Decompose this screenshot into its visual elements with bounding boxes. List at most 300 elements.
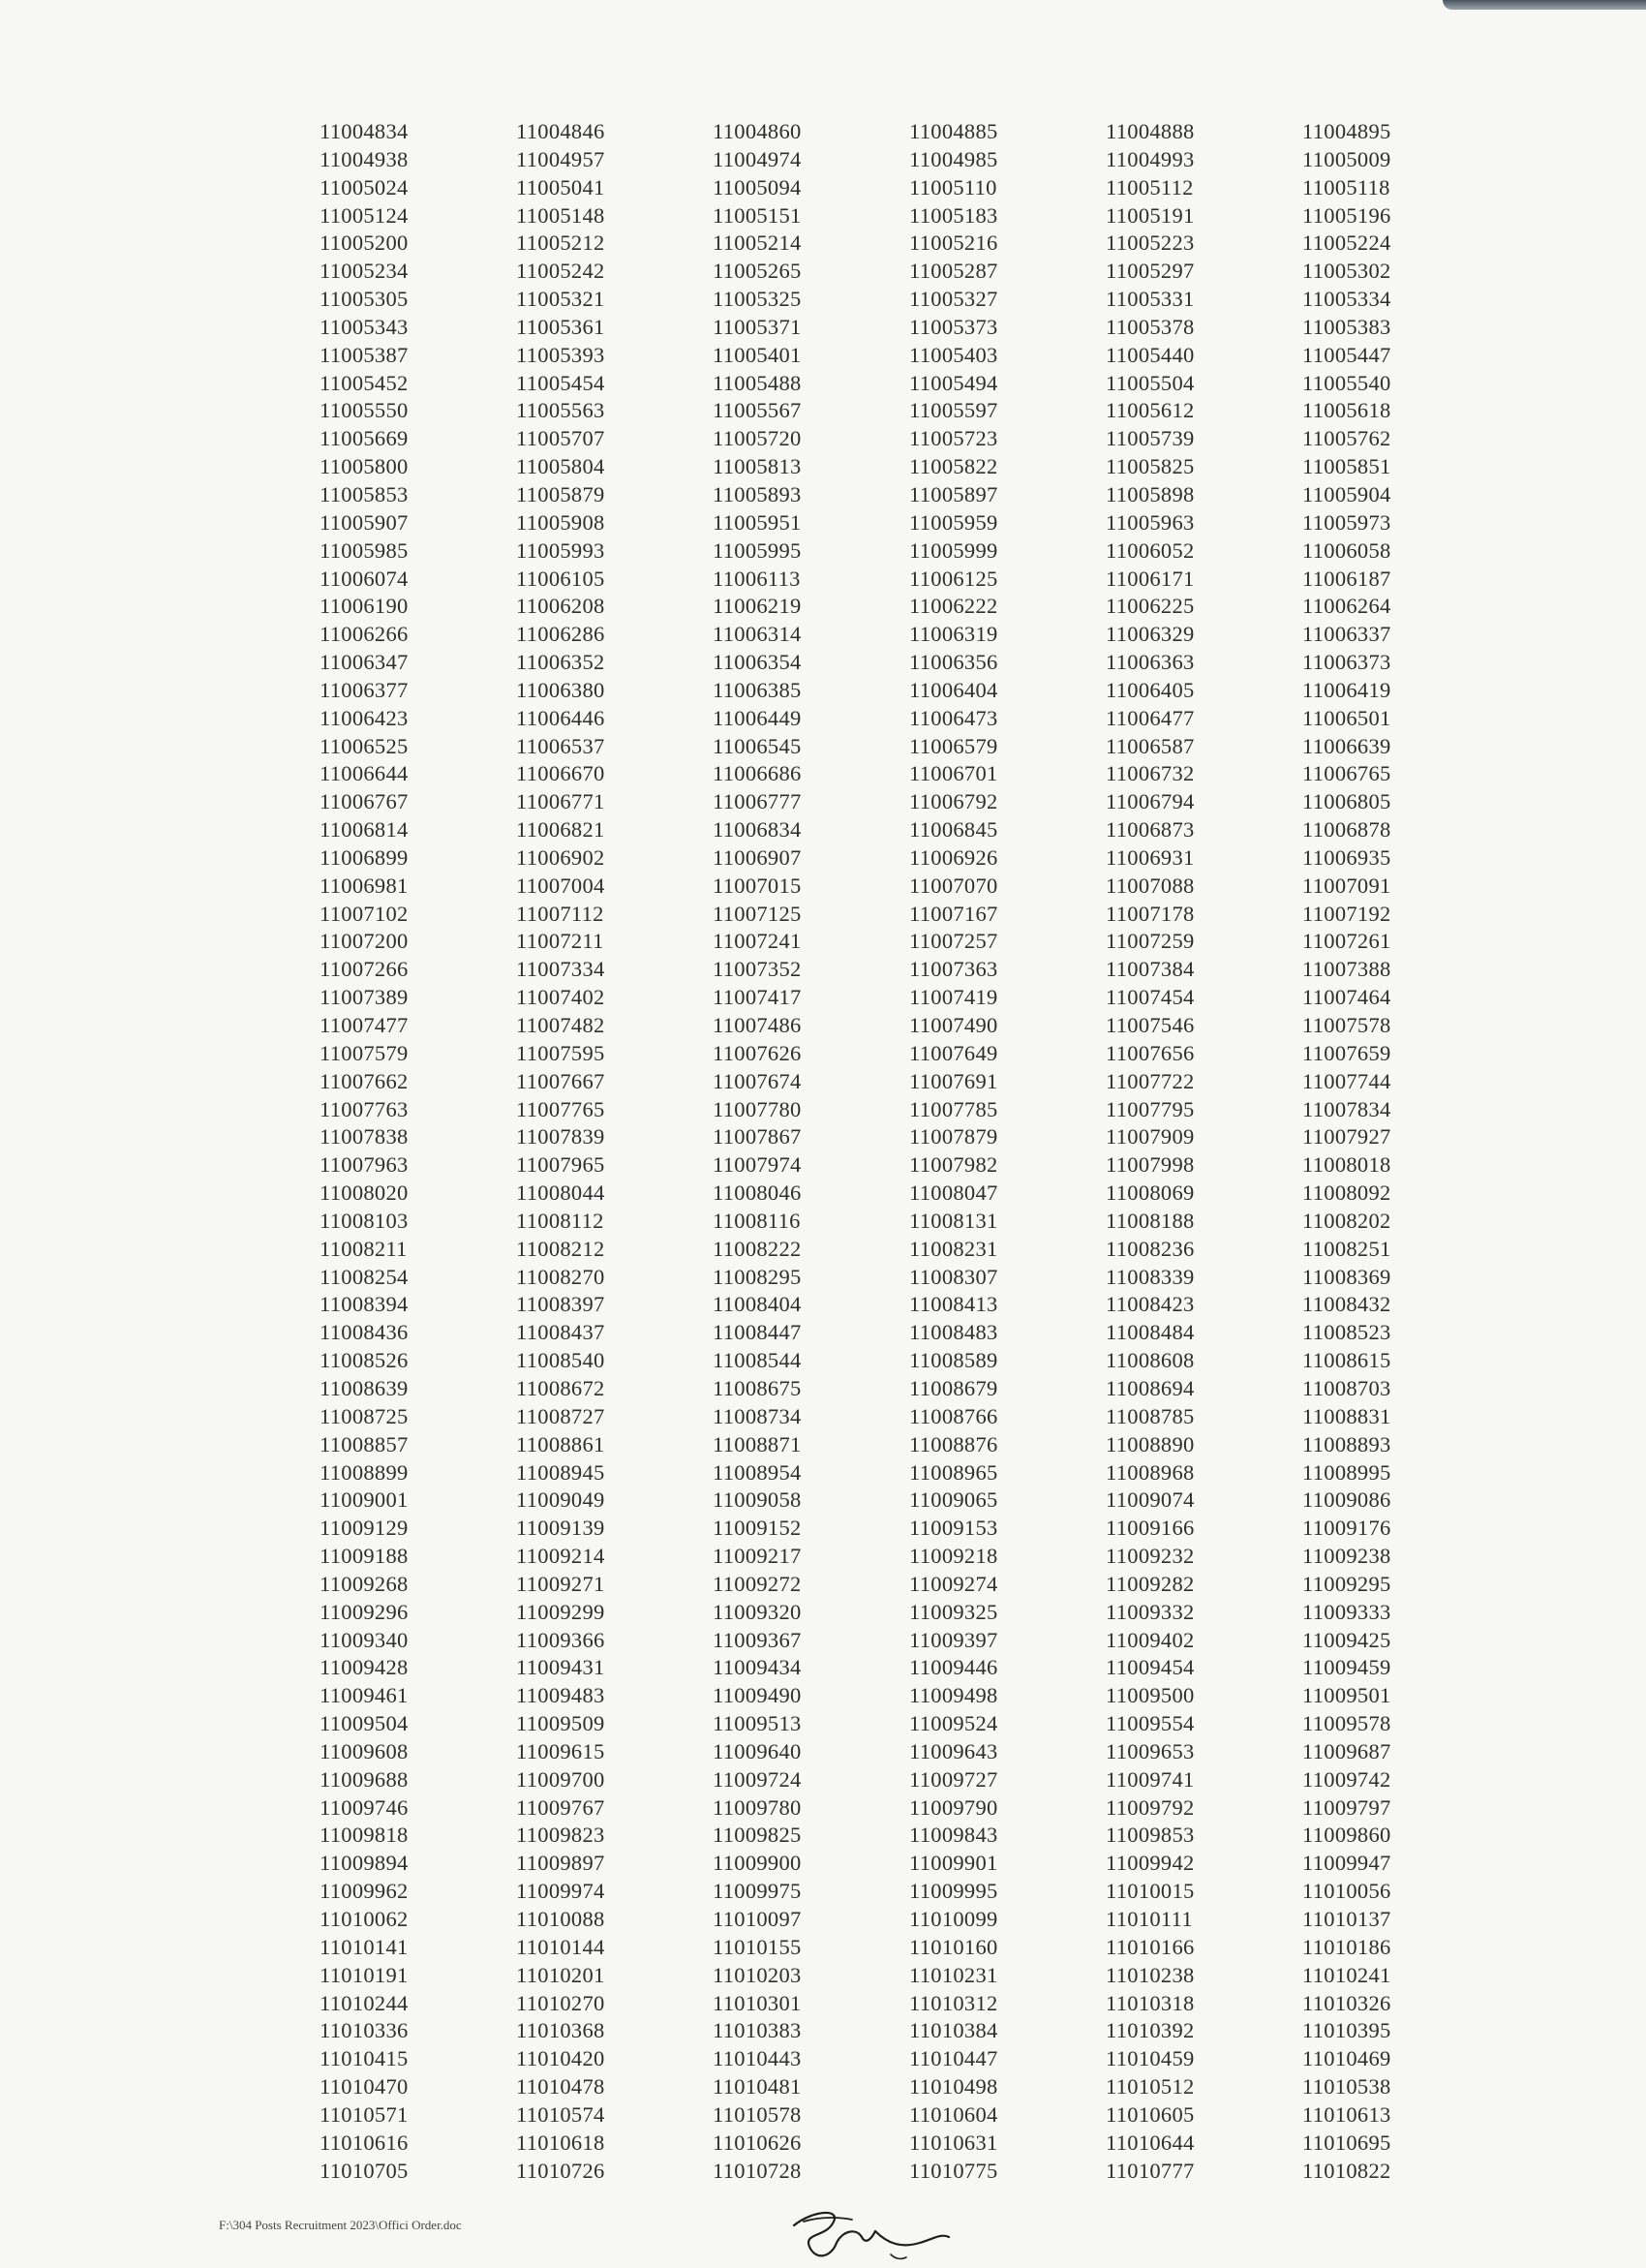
roll-number-cell: 11010626 bbox=[713, 2130, 802, 2155]
roll-number-cell: 11005183 bbox=[909, 202, 998, 228]
roll-number-cell: 11009608 bbox=[320, 1738, 409, 1763]
roll-number-cell: 11005112 bbox=[1106, 174, 1194, 199]
roll-number-cell: 11010318 bbox=[1106, 1990, 1195, 2015]
roll-number-cell: 11009500 bbox=[1106, 1683, 1195, 1708]
roll-number-cell: 11010336 bbox=[320, 2018, 409, 2043]
roll-number-cell: 11009268 bbox=[320, 1571, 409, 1596]
roll-number-cell: 11010160 bbox=[909, 1934, 998, 1959]
roll-number-cell: 11009431 bbox=[516, 1655, 605, 1680]
roll-number-cell: 11010395 bbox=[1302, 2018, 1391, 2043]
roll-number-cell: 11008437 bbox=[516, 1320, 605, 1345]
roll-number-cell: 11009176 bbox=[1302, 1516, 1391, 1541]
roll-number-cell: 11006814 bbox=[320, 817, 409, 843]
roll-number-cell: 11010574 bbox=[516, 2101, 605, 2127]
roll-number-cell: 11005325 bbox=[713, 287, 802, 312]
roll-number-cell: 11005223 bbox=[1106, 230, 1195, 256]
roll-number-cell: 11008608 bbox=[1106, 1348, 1195, 1373]
roll-number-cell: 11009974 bbox=[516, 1879, 605, 1904]
roll-number-cell: 11004846 bbox=[516, 119, 605, 143]
roll-number-cell: 11007649 bbox=[909, 1040, 998, 1065]
roll-number-cell: 11007838 bbox=[320, 1124, 409, 1149]
roll-number-cell: 11009459 bbox=[1302, 1655, 1391, 1680]
roll-number-cell: 11007578 bbox=[1302, 1013, 1391, 1037]
roll-number-cell: 11007667 bbox=[516, 1068, 605, 1093]
roll-number-cell: 11007070 bbox=[909, 873, 998, 898]
roll-number-cell: 11006125 bbox=[909, 566, 998, 591]
roll-number-cell: 11010231 bbox=[909, 1962, 998, 1987]
roll-number-cell: 11009483 bbox=[516, 1683, 605, 1708]
roll-number-cell: 11008890 bbox=[1106, 1431, 1195, 1456]
roll-number-cell: 11009524 bbox=[909, 1711, 998, 1736]
roll-number-cell: 11008831 bbox=[1302, 1403, 1391, 1428]
roll-number-cell: 11010155 bbox=[713, 1934, 802, 1959]
roll-number-cell: 11006878 bbox=[1302, 817, 1391, 843]
roll-number-cell: 11008339 bbox=[1106, 1264, 1195, 1289]
roll-number-cell: 11005995 bbox=[713, 537, 802, 563]
roll-number-cell: 11008212 bbox=[516, 1236, 605, 1261]
roll-number-cell: 11008734 bbox=[713, 1403, 802, 1428]
roll-number-cell: 11007334 bbox=[516, 957, 605, 982]
roll-number-cell: 11006405 bbox=[1106, 677, 1195, 702]
roll-number-cell: 11008483 bbox=[909, 1320, 998, 1345]
roll-number-cell: 11008523 bbox=[1302, 1320, 1391, 1345]
roll-number-cell: 11007879 bbox=[909, 1124, 998, 1149]
roll-number-cell: 11007579 bbox=[320, 1040, 409, 1065]
roll-number-cell: 11006449 bbox=[713, 705, 802, 730]
roll-number-cell: 11009843 bbox=[909, 1823, 998, 1848]
roll-number-cell: 11010144 bbox=[516, 1934, 605, 1959]
roll-number-cell: 11007662 bbox=[320, 1068, 409, 1093]
roll-number-cell: 11009513 bbox=[713, 1711, 802, 1736]
roll-number-cell: 11008639 bbox=[320, 1375, 409, 1400]
roll-number-cell: 11006794 bbox=[1106, 789, 1195, 814]
roll-number-cell: 11009086 bbox=[1302, 1487, 1391, 1513]
roll-number-cell: 11006171 bbox=[1106, 566, 1195, 591]
roll-number-cell: 11005452 bbox=[320, 370, 409, 395]
roll-number-cell: 11010481 bbox=[713, 2074, 802, 2099]
roll-number-cell: 11008540 bbox=[516, 1348, 605, 1373]
roll-number-cell: 11010695 bbox=[1302, 2130, 1391, 2155]
roll-number-cell: 11005853 bbox=[320, 481, 409, 506]
roll-number-cell: 11007419 bbox=[909, 985, 998, 1010]
roll-number-cell: 11009688 bbox=[320, 1766, 409, 1792]
roll-number-cell: 11007266 bbox=[320, 957, 409, 982]
roll-number-cell: 11007454 bbox=[1106, 985, 1195, 1010]
roll-number-cell: 11007167 bbox=[909, 901, 998, 926]
roll-number-cell: 11006314 bbox=[713, 622, 802, 647]
roll-number-cell: 11006404 bbox=[909, 677, 998, 702]
roll-number-cell: 11005669 bbox=[320, 426, 409, 451]
roll-number-cell: 11009643 bbox=[909, 1738, 998, 1763]
roll-number-cell: 11005822 bbox=[909, 454, 998, 479]
roll-number-cell: 11006052 bbox=[1106, 537, 1195, 563]
roll-number-cell: 11004993 bbox=[1106, 146, 1195, 171]
roll-number-cell: 11008069 bbox=[1106, 1180, 1195, 1206]
roll-number-cell: 11010415 bbox=[320, 2046, 409, 2071]
roll-number-cell: 11005212 bbox=[516, 230, 605, 256]
roll-number-cell: 11005851 bbox=[1302, 454, 1391, 479]
roll-number-cell: 11009166 bbox=[1106, 1516, 1195, 1541]
roll-number-cell: 11006834 bbox=[713, 817, 802, 843]
roll-number-cell: 11009504 bbox=[320, 1711, 409, 1736]
roll-number-cell: 11005373 bbox=[909, 314, 998, 339]
roll-number-cell: 11007909 bbox=[1106, 1124, 1195, 1149]
roll-number-cell: 11005959 bbox=[909, 509, 998, 535]
roll-number-cell: 11008397 bbox=[516, 1292, 605, 1317]
roll-number-cell: 11008222 bbox=[713, 1236, 802, 1261]
roll-number-cell: 11005287 bbox=[909, 259, 998, 284]
roll-number-cell: 11010777 bbox=[1106, 2158, 1195, 2183]
roll-number-cell: 11006286 bbox=[516, 622, 605, 647]
roll-number-cell: 11008211 bbox=[320, 1236, 408, 1261]
roll-number-cell: 11009790 bbox=[909, 1794, 998, 1820]
roll-number-cell: 11009901 bbox=[909, 1851, 998, 1876]
roll-number-cell: 11004860 bbox=[713, 119, 802, 143]
roll-number-cell: 11010775 bbox=[909, 2158, 998, 2183]
roll-number-cell: 11005825 bbox=[1106, 454, 1195, 479]
roll-number-cell: 11005597 bbox=[909, 398, 998, 423]
roll-number-cell: 11005214 bbox=[713, 230, 802, 256]
roll-number-cell: 11006219 bbox=[713, 594, 802, 619]
roll-number-cell: 11008526 bbox=[320, 1348, 409, 1373]
roll-number-cell: 11009509 bbox=[516, 1711, 605, 1736]
roll-number-cell: 11010470 bbox=[320, 2074, 409, 2099]
roll-number-cell: 11007659 bbox=[1302, 1040, 1391, 1065]
roll-number-cell: 11009295 bbox=[1302, 1571, 1391, 1596]
roll-number-cell: 11010056 bbox=[1302, 1879, 1391, 1904]
roll-number-cell: 11007795 bbox=[1106, 1096, 1195, 1121]
roll-number-cell: 11010203 bbox=[713, 1962, 802, 1987]
roll-number-cell: 11008785 bbox=[1106, 1403, 1195, 1428]
roll-number-cell: 11005898 bbox=[1106, 481, 1195, 506]
roll-number-cell: 11009188 bbox=[320, 1544, 409, 1569]
roll-number-cell: 11007178 bbox=[1106, 901, 1195, 926]
roll-number-cell: 11010166 bbox=[1106, 1934, 1195, 1959]
roll-number-cell: 11008871 bbox=[713, 1431, 802, 1456]
roll-number-cell: 11008254 bbox=[320, 1264, 409, 1289]
roll-number-cell: 11008295 bbox=[713, 1264, 802, 1289]
roll-number-cell: 11010326 bbox=[1302, 1990, 1391, 2015]
roll-number-cell: 11009434 bbox=[713, 1655, 802, 1680]
roll-number-cell: 11010571 bbox=[320, 2101, 409, 2127]
roll-number-cell: 11006380 bbox=[516, 677, 605, 702]
roll-number-cell: 11009742 bbox=[1302, 1766, 1391, 1792]
roll-number-cell: 11006686 bbox=[713, 761, 802, 786]
roll-number-cell: 11006931 bbox=[1106, 844, 1195, 870]
roll-number-cell: 11005361 bbox=[516, 314, 605, 339]
roll-number-cell: 11006873 bbox=[1106, 817, 1195, 843]
roll-number-cell: 11009446 bbox=[909, 1655, 998, 1680]
roll-number-cell: 11005567 bbox=[713, 398, 802, 423]
roll-number-cell: 11009825 bbox=[713, 1823, 802, 1848]
roll-number-cell: 11009792 bbox=[1106, 1794, 1195, 1820]
roll-number-cell: 11008694 bbox=[1106, 1375, 1195, 1400]
roll-number-cell: 11005224 bbox=[1302, 230, 1391, 256]
roll-number-cell: 11008103 bbox=[320, 1208, 409, 1233]
roll-number-cell: 11007211 bbox=[516, 929, 604, 954]
roll-number-cell: 11010097 bbox=[713, 1907, 802, 1931]
roll-number-cell: 11005707 bbox=[516, 426, 605, 451]
roll-number-cell: 11007674 bbox=[713, 1068, 802, 1093]
roll-number-cell: 11006701 bbox=[909, 761, 998, 786]
roll-number-cell: 11010137 bbox=[1302, 1907, 1391, 1931]
roll-number-cell: 11006113 bbox=[713, 566, 801, 591]
roll-number-cell: 11009897 bbox=[516, 1851, 605, 1876]
roll-number-cell: 11009942 bbox=[1106, 1851, 1195, 1876]
roll-number-cell: 11008112 bbox=[516, 1208, 604, 1233]
roll-number-cell: 11005151 bbox=[713, 202, 802, 228]
roll-number-cell: 11008861 bbox=[516, 1431, 605, 1456]
roll-number-cell: 11009001 bbox=[320, 1487, 409, 1513]
roll-number-cell: 11010644 bbox=[1106, 2130, 1195, 2155]
roll-number-cell: 11004888 bbox=[1106, 119, 1195, 143]
roll-number-cell: 11006579 bbox=[909, 733, 998, 758]
roll-number-cell: 11005393 bbox=[516, 342, 605, 367]
roll-number-cell: 11008876 bbox=[909, 1431, 998, 1456]
roll-number-cell: 11008899 bbox=[320, 1459, 409, 1485]
roll-number-cell: 11009325 bbox=[909, 1599, 998, 1624]
roll-number-cell: 11005999 bbox=[909, 537, 998, 563]
roll-number-cell: 11008447 bbox=[713, 1320, 802, 1345]
roll-number-cell: 11005297 bbox=[1106, 259, 1195, 284]
roll-number-cell: 11010392 bbox=[1106, 2018, 1195, 2043]
roll-number-cell: 11007765 bbox=[516, 1096, 605, 1121]
roll-number-cell: 11009823 bbox=[516, 1823, 605, 1848]
roll-number-cell: 11005563 bbox=[516, 398, 605, 423]
roll-number-cell: 11006926 bbox=[909, 844, 998, 870]
roll-number-cell: 11009397 bbox=[909, 1627, 998, 1652]
roll-number-cell: 11007112 bbox=[516, 901, 604, 926]
roll-number-cell: 11008436 bbox=[320, 1320, 409, 1345]
roll-number-cell: 11010478 bbox=[516, 2074, 605, 2099]
roll-number-cell: 11007722 bbox=[1106, 1068, 1195, 1093]
roll-number-cell: 11007004 bbox=[516, 873, 605, 898]
roll-number-cell: 11009274 bbox=[909, 1571, 998, 1596]
roll-number-cell: 11010631 bbox=[909, 2130, 998, 2155]
roll-number-cell: 11007744 bbox=[1302, 1068, 1391, 1093]
roll-number-cell: 11006190 bbox=[320, 594, 409, 619]
roll-number-cell: 11010616 bbox=[320, 2130, 409, 2155]
roll-number-cell: 11006902 bbox=[516, 844, 605, 870]
roll-number-cell: 11009746 bbox=[320, 1794, 409, 1820]
roll-number-cell: 11005813 bbox=[713, 454, 802, 479]
roll-number-cell: 11008116 bbox=[713, 1208, 801, 1233]
roll-number-cell: 11010578 bbox=[713, 2101, 802, 2127]
roll-number-cell: 11006732 bbox=[1106, 761, 1195, 786]
roll-number-cell: 11008251 bbox=[1302, 1236, 1391, 1261]
roll-number-cell: 11009340 bbox=[320, 1627, 409, 1652]
roll-number-cell: 11008675 bbox=[713, 1375, 802, 1400]
roll-number-cell: 11008727 bbox=[516, 1403, 605, 1428]
roll-number-cell: 11010459 bbox=[1106, 2046, 1195, 2071]
roll-number-cell: 11005440 bbox=[1106, 342, 1195, 367]
roll-number-cell: 11005371 bbox=[713, 314, 802, 339]
roll-number-cell: 11006352 bbox=[516, 650, 605, 675]
roll-number-cell: 11005494 bbox=[909, 370, 998, 395]
roll-number-cell: 11009767 bbox=[516, 1794, 605, 1820]
roll-number-cell: 11010443 bbox=[713, 2046, 802, 2071]
roll-number-cell: 11009995 bbox=[909, 1879, 998, 1904]
roll-number-cell: 11006373 bbox=[1302, 650, 1391, 675]
roll-number-cell: 11007834 bbox=[1302, 1096, 1391, 1121]
roll-number-cell: 11006805 bbox=[1302, 789, 1391, 814]
roll-number-cell: 11009425 bbox=[1302, 1627, 1391, 1652]
roll-number-cell: 11010613 bbox=[1302, 2101, 1391, 2127]
roll-number-cell: 11010498 bbox=[909, 2074, 998, 2099]
roll-number-cell: 11008672 bbox=[516, 1375, 605, 1400]
roll-number-cell: 11004985 bbox=[909, 146, 998, 171]
roll-number-cell: 11009049 bbox=[516, 1487, 605, 1513]
roll-number-cell: 11008968 bbox=[1106, 1459, 1195, 1485]
roll-number-cell: 11005234 bbox=[320, 259, 409, 284]
roll-number-cell: 11009454 bbox=[1106, 1655, 1195, 1680]
roll-number-cell: 11005800 bbox=[320, 454, 409, 479]
roll-number-cell: 11006222 bbox=[909, 594, 998, 619]
roll-number-cell: 11010383 bbox=[713, 2018, 802, 2043]
roll-number-cell: 11008044 bbox=[516, 1180, 605, 1206]
roll-number-cell: 11007352 bbox=[713, 957, 802, 982]
roll-number-cell: 11009727 bbox=[909, 1766, 998, 1792]
roll-number-cell: 11009615 bbox=[516, 1738, 605, 1763]
roll-number-cell: 11006419 bbox=[1302, 677, 1391, 702]
roll-number-cell: 11008018 bbox=[1302, 1152, 1391, 1178]
roll-number-cell: 11007192 bbox=[1302, 901, 1391, 926]
roll-number-cell: 11006074 bbox=[320, 566, 409, 591]
roll-number-cell: 11010201 bbox=[516, 1962, 605, 1987]
roll-number-cell: 11009238 bbox=[1302, 1544, 1391, 1569]
roll-number-cell: 11008857 bbox=[320, 1431, 409, 1456]
roll-number-cell: 11004938 bbox=[320, 146, 409, 171]
roll-number-cell: 11007363 bbox=[909, 957, 998, 982]
roll-number-cell: 11009217 bbox=[713, 1544, 802, 1569]
roll-number-cell: 11008679 bbox=[909, 1375, 998, 1400]
roll-number-cell: 11005343 bbox=[320, 314, 409, 339]
roll-number-cell: 11005504 bbox=[1106, 370, 1195, 395]
roll-number-cell: 11007088 bbox=[1106, 873, 1195, 898]
roll-number-cell: 11009232 bbox=[1106, 1544, 1195, 1569]
roll-number-cell: 11008404 bbox=[713, 1292, 802, 1317]
roll-number-cell: 11010241 bbox=[1302, 1962, 1391, 1987]
roll-number-cell: 11009333 bbox=[1302, 1599, 1391, 1624]
roll-number-cell: 11005488 bbox=[713, 370, 802, 395]
roll-number-cell: 11008432 bbox=[1302, 1292, 1391, 1317]
roll-number-cell: 11006105 bbox=[516, 566, 605, 591]
roll-number-cell: 11006356 bbox=[909, 650, 998, 675]
roll-number-cell: 11009296 bbox=[320, 1599, 409, 1624]
roll-number-cell: 11006792 bbox=[909, 789, 998, 814]
roll-number-cell: 11009780 bbox=[713, 1794, 802, 1820]
roll-number-cell: 11009900 bbox=[713, 1851, 802, 1876]
roll-number-cell: 11007102 bbox=[320, 901, 409, 926]
roll-number-cell: 11007464 bbox=[1302, 985, 1391, 1010]
roll-number-cell: 11005041 bbox=[516, 174, 605, 199]
roll-number-cell: 11010270 bbox=[516, 1990, 605, 2015]
roll-number-cell: 11008423 bbox=[1106, 1292, 1195, 1317]
roll-number-cell: 11006264 bbox=[1302, 594, 1391, 619]
roll-number-cell: 11009894 bbox=[320, 1851, 409, 1876]
roll-number-cell: 11008020 bbox=[320, 1180, 409, 1206]
roll-number-cell: 11006821 bbox=[516, 817, 605, 843]
roll-number-cell: 11006545 bbox=[713, 733, 802, 758]
roll-number-cell: 11007388 bbox=[1302, 957, 1391, 982]
roll-number-cell: 11005762 bbox=[1302, 426, 1391, 451]
roll-number-cell: 11008725 bbox=[320, 1403, 409, 1428]
roll-number-cell: 11006266 bbox=[320, 622, 409, 647]
footer-file-path: F:\304 Posts Recruitment 2023\Offici Order.doc bbox=[219, 2218, 462, 2232]
roll-number-grid bbox=[320, 118, 1409, 2185]
roll-number-cell: 11009320 bbox=[713, 1599, 802, 1624]
roll-number-cell: 11008046 bbox=[713, 1180, 802, 1206]
roll-number-cell: 11006587 bbox=[1106, 733, 1195, 758]
roll-number-cell: 11010726 bbox=[516, 2158, 605, 2183]
roll-number-cell: 11009218 bbox=[909, 1544, 998, 1569]
roll-number-cell: 11005985 bbox=[320, 537, 409, 563]
roll-number-cell: 11005993 bbox=[516, 537, 605, 563]
roll-number-cell: 11009853 bbox=[1106, 1823, 1195, 1848]
roll-number-cell: 11005331 bbox=[1106, 287, 1195, 312]
roll-number-cell: 11009724 bbox=[713, 1766, 802, 1792]
roll-number-cell: 11009640 bbox=[713, 1738, 802, 1763]
roll-number-cell: 11009554 bbox=[1106, 1711, 1195, 1736]
roll-number-cell: 11009461 bbox=[320, 1683, 409, 1708]
roll-number-cell: 11008236 bbox=[1106, 1236, 1195, 1261]
roll-number-cell: 11005739 bbox=[1106, 426, 1195, 451]
roll-number-cell: 11005879 bbox=[516, 481, 605, 506]
roll-number-cell: 11009947 bbox=[1302, 1851, 1391, 1876]
roll-number-cell: 11010244 bbox=[320, 1990, 409, 2015]
roll-number-cell: 11005897 bbox=[909, 481, 998, 506]
roll-number-cell: 11006537 bbox=[516, 733, 605, 758]
signature bbox=[775, 2204, 968, 2268]
roll-number-cell: 11005720 bbox=[713, 426, 802, 451]
roll-number-cell: 11006935 bbox=[1302, 844, 1391, 870]
roll-number-cell: 11007384 bbox=[1106, 957, 1195, 982]
roll-number-cell: 11005216 bbox=[909, 230, 998, 256]
roll-number-cell: 11008231 bbox=[909, 1236, 998, 1261]
roll-number-cell: 11006377 bbox=[320, 677, 409, 702]
roll-number-cell: 11006845 bbox=[909, 817, 998, 843]
roll-number-cell: 11009299 bbox=[516, 1599, 605, 1624]
roll-number-cell: 11009152 bbox=[713, 1516, 802, 1541]
roll-number-cell: 11009214 bbox=[516, 1544, 605, 1569]
roll-number-cell: 11007200 bbox=[320, 929, 409, 954]
roll-number-cell: 11010186 bbox=[1302, 1934, 1391, 1959]
roll-number-cell: 11010015 bbox=[1106, 1879, 1195, 1904]
roll-number-cell: 11009139 bbox=[516, 1516, 605, 1541]
roll-number-cell: 11009058 bbox=[713, 1487, 802, 1513]
roll-number-cell: 11010312 bbox=[909, 1990, 998, 2015]
roll-number-cell: 11005265 bbox=[713, 259, 802, 284]
roll-number-cell: 11010384 bbox=[909, 2018, 998, 2043]
roll-number-cell: 11007125 bbox=[713, 901, 802, 926]
roll-number-cell: 11007780 bbox=[713, 1096, 802, 1121]
roll-number-cell: 11006058 bbox=[1302, 537, 1391, 563]
roll-number-cell: 11009428 bbox=[320, 1655, 409, 1680]
roll-number-cell: 11005242 bbox=[516, 259, 605, 284]
roll-number-cell: 11006446 bbox=[516, 705, 605, 730]
roll-number-cell: 11009818 bbox=[320, 1823, 409, 1848]
roll-number-cell: 11010238 bbox=[1106, 1962, 1195, 1987]
roll-number-cell: 11006319 bbox=[909, 622, 998, 647]
roll-number-cell: 11006765 bbox=[1302, 761, 1391, 786]
roll-number-cell: 11007389 bbox=[320, 985, 409, 1010]
roll-number-cell: 11010420 bbox=[516, 2046, 605, 2071]
roll-number-cell: 11007965 bbox=[516, 1152, 605, 1178]
roll-number-cell: 11007839 bbox=[516, 1124, 605, 1149]
roll-number-cell: 11009962 bbox=[320, 1879, 409, 1904]
roll-number-cell: 11008703 bbox=[1302, 1375, 1391, 1400]
roll-number-cell: 11007595 bbox=[516, 1040, 605, 1065]
